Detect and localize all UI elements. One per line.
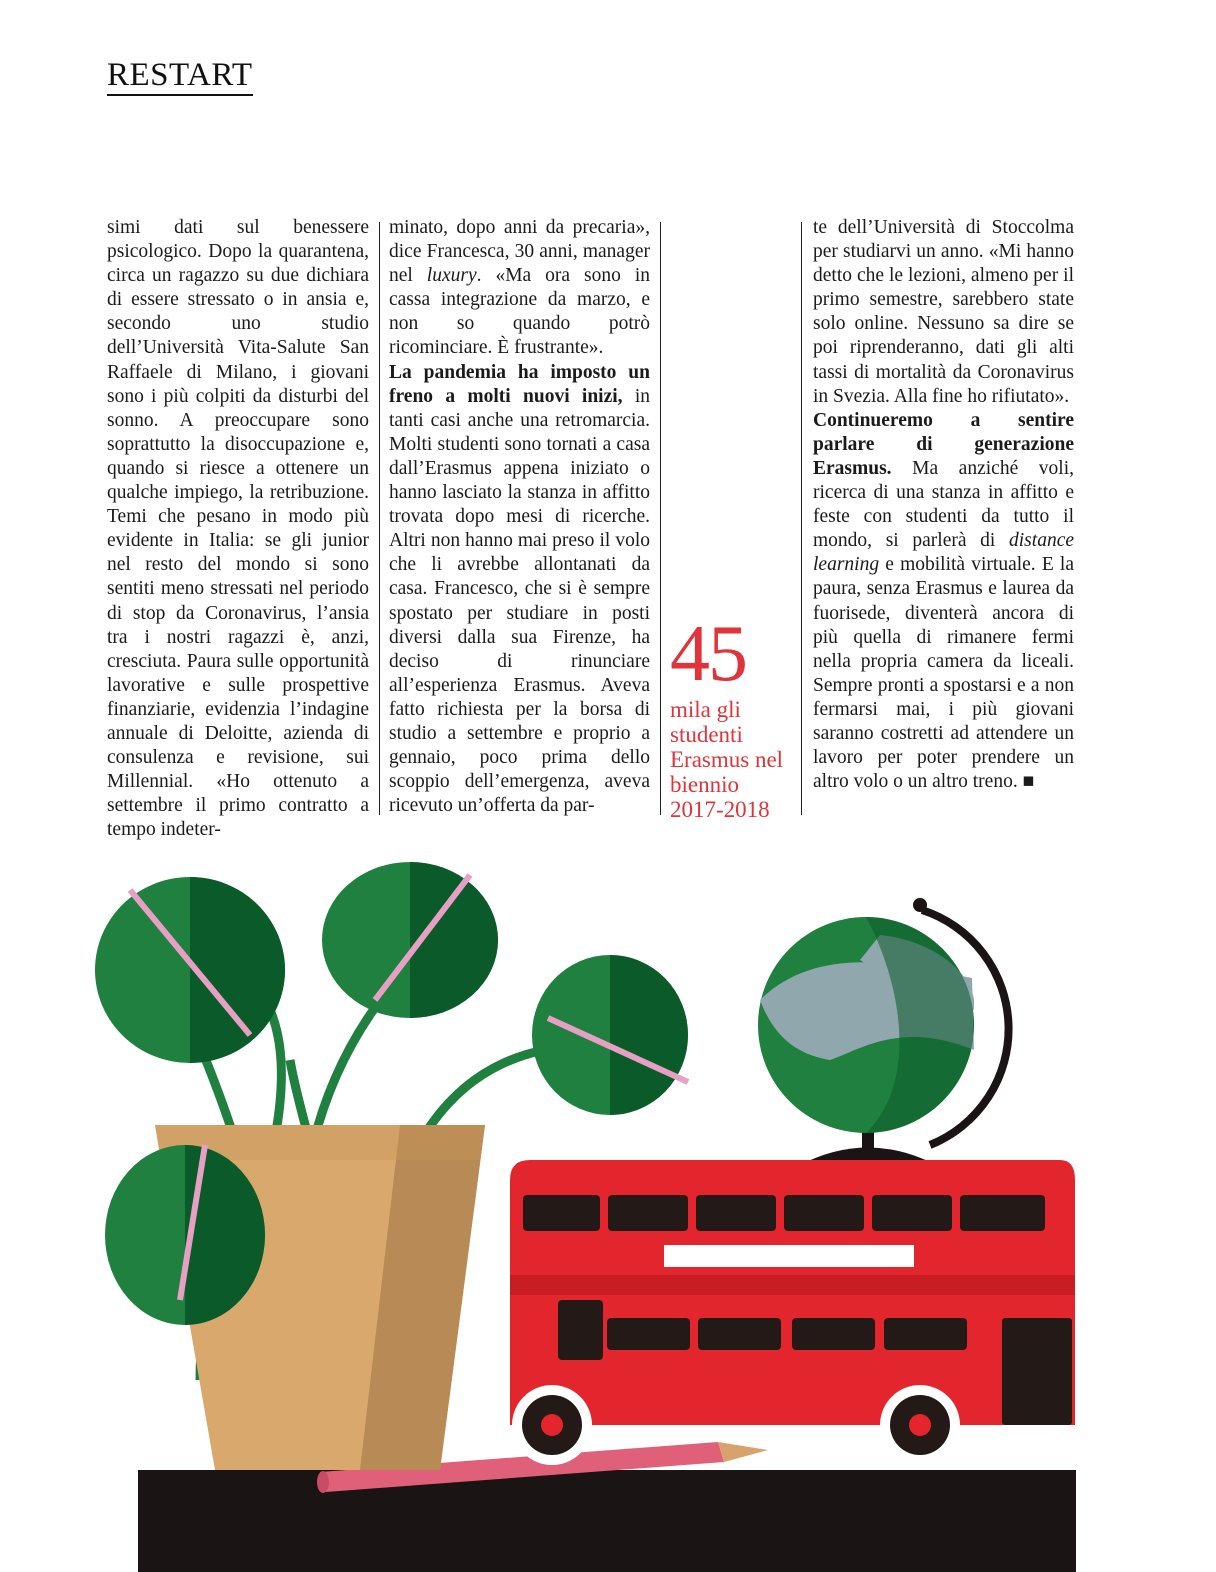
paragraph: simi dati sul benessere psicologico. Dopo la quarantena, circa un ragazzo su due dichiara di essere stressato o in ansia e, secondo uno studio dell’Università Vita-Salute San Raffaele di Milano, i giovani sono i più colpiti da disturbi del sonno. A preoccupare sono soprattutto la disoccupazione e, quando si riesce a ottenere un qualche impiego, la retribuzione. Temi che pesano in modo più evidente in Italia: se gli junior nel resto del mondo si sono sentiti meno stressati nel periodo di stop da Coronavirus, l’ansia tra i nostri ragazzi è, anzi, cresciuta. Paura sulle opportunità lavorative e sulle prospettive finanziarie, evidenzia l’indagine annuale di Deloitte, azienda di consulenza e revisione, sui Millennial. «Ho ottenuto a settembre il primo contratto a tempo indeter- [107,217,369,841]
paragraph: te dell’Università di Stoccolma per studiarvi un anno. «Mi hanno detto che le lezioni, almeno per il primo semestre, sarebbero state solo online. Nessuno sa dire se poi riprenderanno, dati gli alti tassi di mortalità da Coronavirus in Svezia. Alla fine ho rifiutato». [813,217,1074,407]
column-divider [379,222,380,815]
lead-in: La pandemia ha imposto un freno a molti nuovi inizi, [389,361,650,407]
bus-icon [510,1160,1075,1465]
stat-callout [670,610,785,822]
leaf-right [532,955,688,1115]
article-column-1 [107,216,369,842]
end-mark: ■ [1017,771,1035,793]
leaf-top [322,862,498,1018]
leaf-bottom [105,1145,265,1325]
leaf-left [95,877,285,1063]
lead-in: Continueremo a sentire parlare di generazione Erasmus. [813,409,1074,479]
stat-number: 45 [670,610,746,698]
article-column-2 [389,216,650,818]
paragraph: minato, dopo anni da precaria», dice Francesca, 30 anni, manager nel luxury. «Ma ora sono in cassa integrazione da marzo, e non so quando potrò ricominciare. È frustrante». [389,217,650,359]
section-title: RESTART [107,56,253,96]
table-surface [138,1470,1076,1572]
paragraph: Continueremo a sentire parlare di generazione Erasmus. Ma anziché voli, ricerca di una stanza in affitto e feste con studenti da tutto il mondo, si parlerà di distance learning e mobilità virtuale. E la paura, senza Erasmus e laurea da fuorisede, diventerà ancora di più quella di rimanere fermi nella propria camera da liceali. Sempre pronti a spostarsi e a non fermarsi mai, i più giovani saranno costretti ad attendere un lavoro per poter prendere un altro volo o un altro treno. ■ [813,409,1074,793]
paragraph: La pandemia ha imposto un freno a molti nuovi inizi, in tanti casi anche una retromarcia. Molti studenti sono tornati a casa dall’Erasmus appena iniziato o hanno lasciato la stanza in affitto trovata dopo mesi di ricerche. Altri non hanno mai preso il volo che li avrebbe allontanati da casa. Francesco, che si è sempre spostato per studiare in posti diversi dalla sua Firenze, ha deciso di rinunciare all’esperienza Erasmus. Aveva fatto richiesta per la borsa di studio a settembre e proprio a gennaio, poco prima dello scoppio dell’emergenza, aveva ricevuto un’offerta da par- [389,361,650,817]
column-divider [801,222,802,815]
globe-icon [758,898,1009,1165]
illustration [0,860,1216,1572]
article-column-3 [813,216,1074,794]
column-divider [660,222,661,815]
stat-caption: mila gli studenti Erasmus nel biennio 2017-2018 [670,697,784,822]
